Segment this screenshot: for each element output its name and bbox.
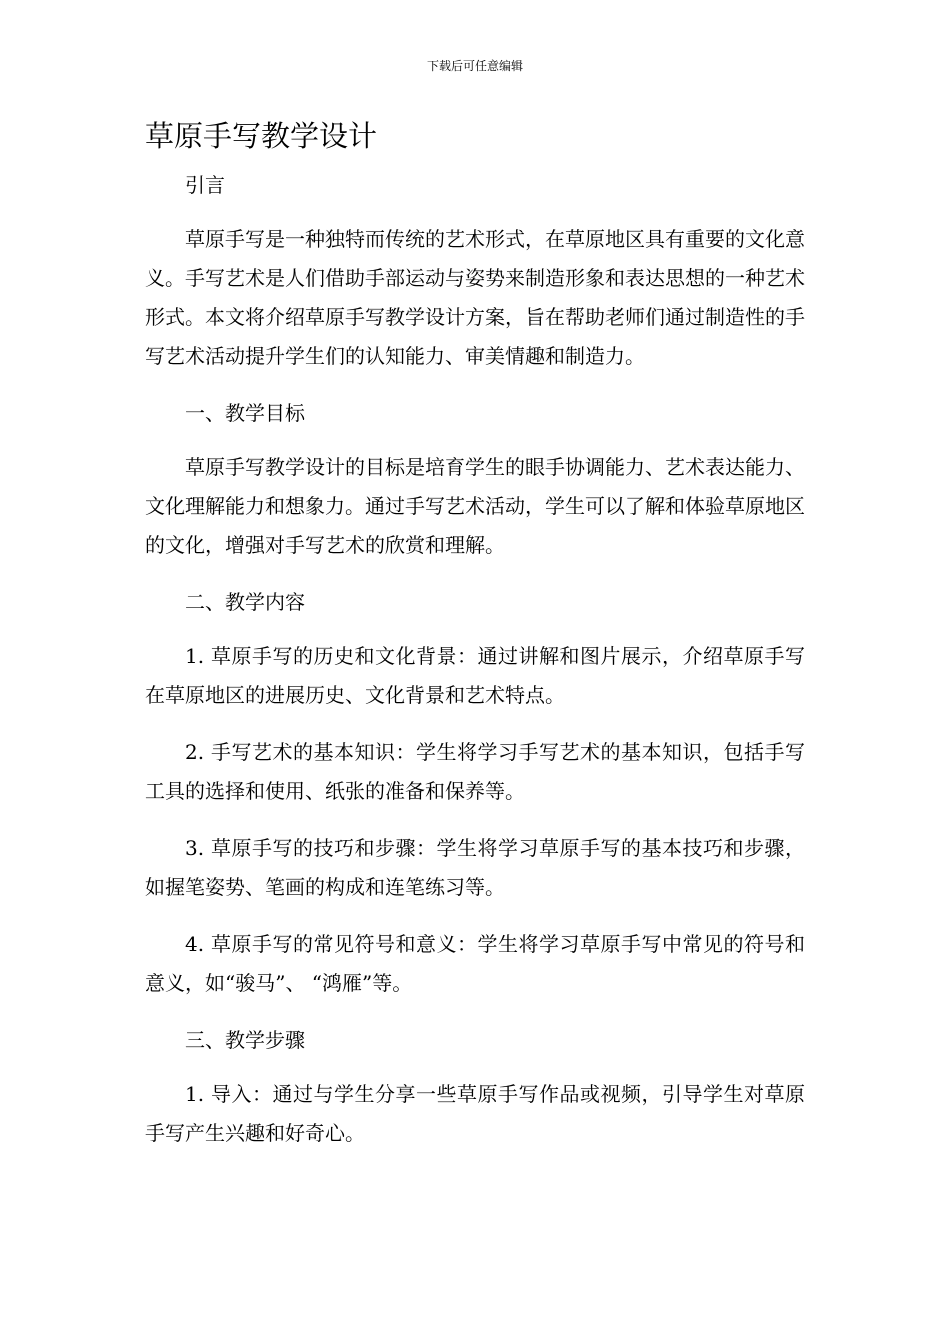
- document-title: 草原手写教学设计: [145, 119, 378, 153]
- list-item-content-2: 2. 手写艺术的基本知识：学生将学习手写艺术的基本知识，包括手写工具的选择和使用、纸张的准备和保养等。: [145, 740, 805, 803]
- paragraph-teaching-goals: 草原手写教学设计的目标是培育学生的眼手协调能力、艺术表达能力、文化理解能力和想象力。通过手写艺术活动，学生可以了解和体验草原地区的文化，增强对手写艺术的欣赏和理解。: [145, 455, 805, 557]
- section-heading-introduction: 引言: [185, 173, 225, 197]
- section-heading-teaching-content: 二、教学内容: [185, 590, 305, 614]
- section-heading-teaching-goals: 一、教学目标: [185, 401, 305, 425]
- list-item-content-3: 3. 草原手写的技巧和步骤：学生将学习草原手写的基本技巧和步骤，如握笔姿势、笔画的构成和连笔练习等。: [145, 836, 805, 899]
- paragraph-introduction: 草原手写是一种独特而传统的艺术形式，在草原地区具有重要的文化意义。手写艺术是人们借助手部运动与姿势来制造形象和表达思想的一种艺术形式。本文将介绍草原手写教学设计方案，旨在帮助老师们通过制造性的手写艺术活动提升学生们的认知能力、审美情趣和制造力。: [145, 227, 805, 368]
- list-item-content-4: 4. 草原手写的常见符号和意义：学生将学习草原手写中常见的符号和意义，如“骏马”、 “鸿雁”等。: [145, 932, 805, 995]
- header-note: 下载后可任意编辑: [426, 59, 523, 73]
- list-item-content-1: 1. 草原手写的历史和文化背景：通过讲解和图片展示，介绍草原手写在草原地区的进展历史、文化背景和艺术特点。: [145, 644, 805, 707]
- document-body: [145, 166, 805, 1171]
- section-heading-teaching-steps: 三、教学步骤: [185, 1028, 305, 1052]
- list-item-steps-1: 1. 导入：通过与学生分享一些草原手写作品或视频，引导学生对草原手写产生兴趣和好奇心。: [145, 1082, 805, 1145]
